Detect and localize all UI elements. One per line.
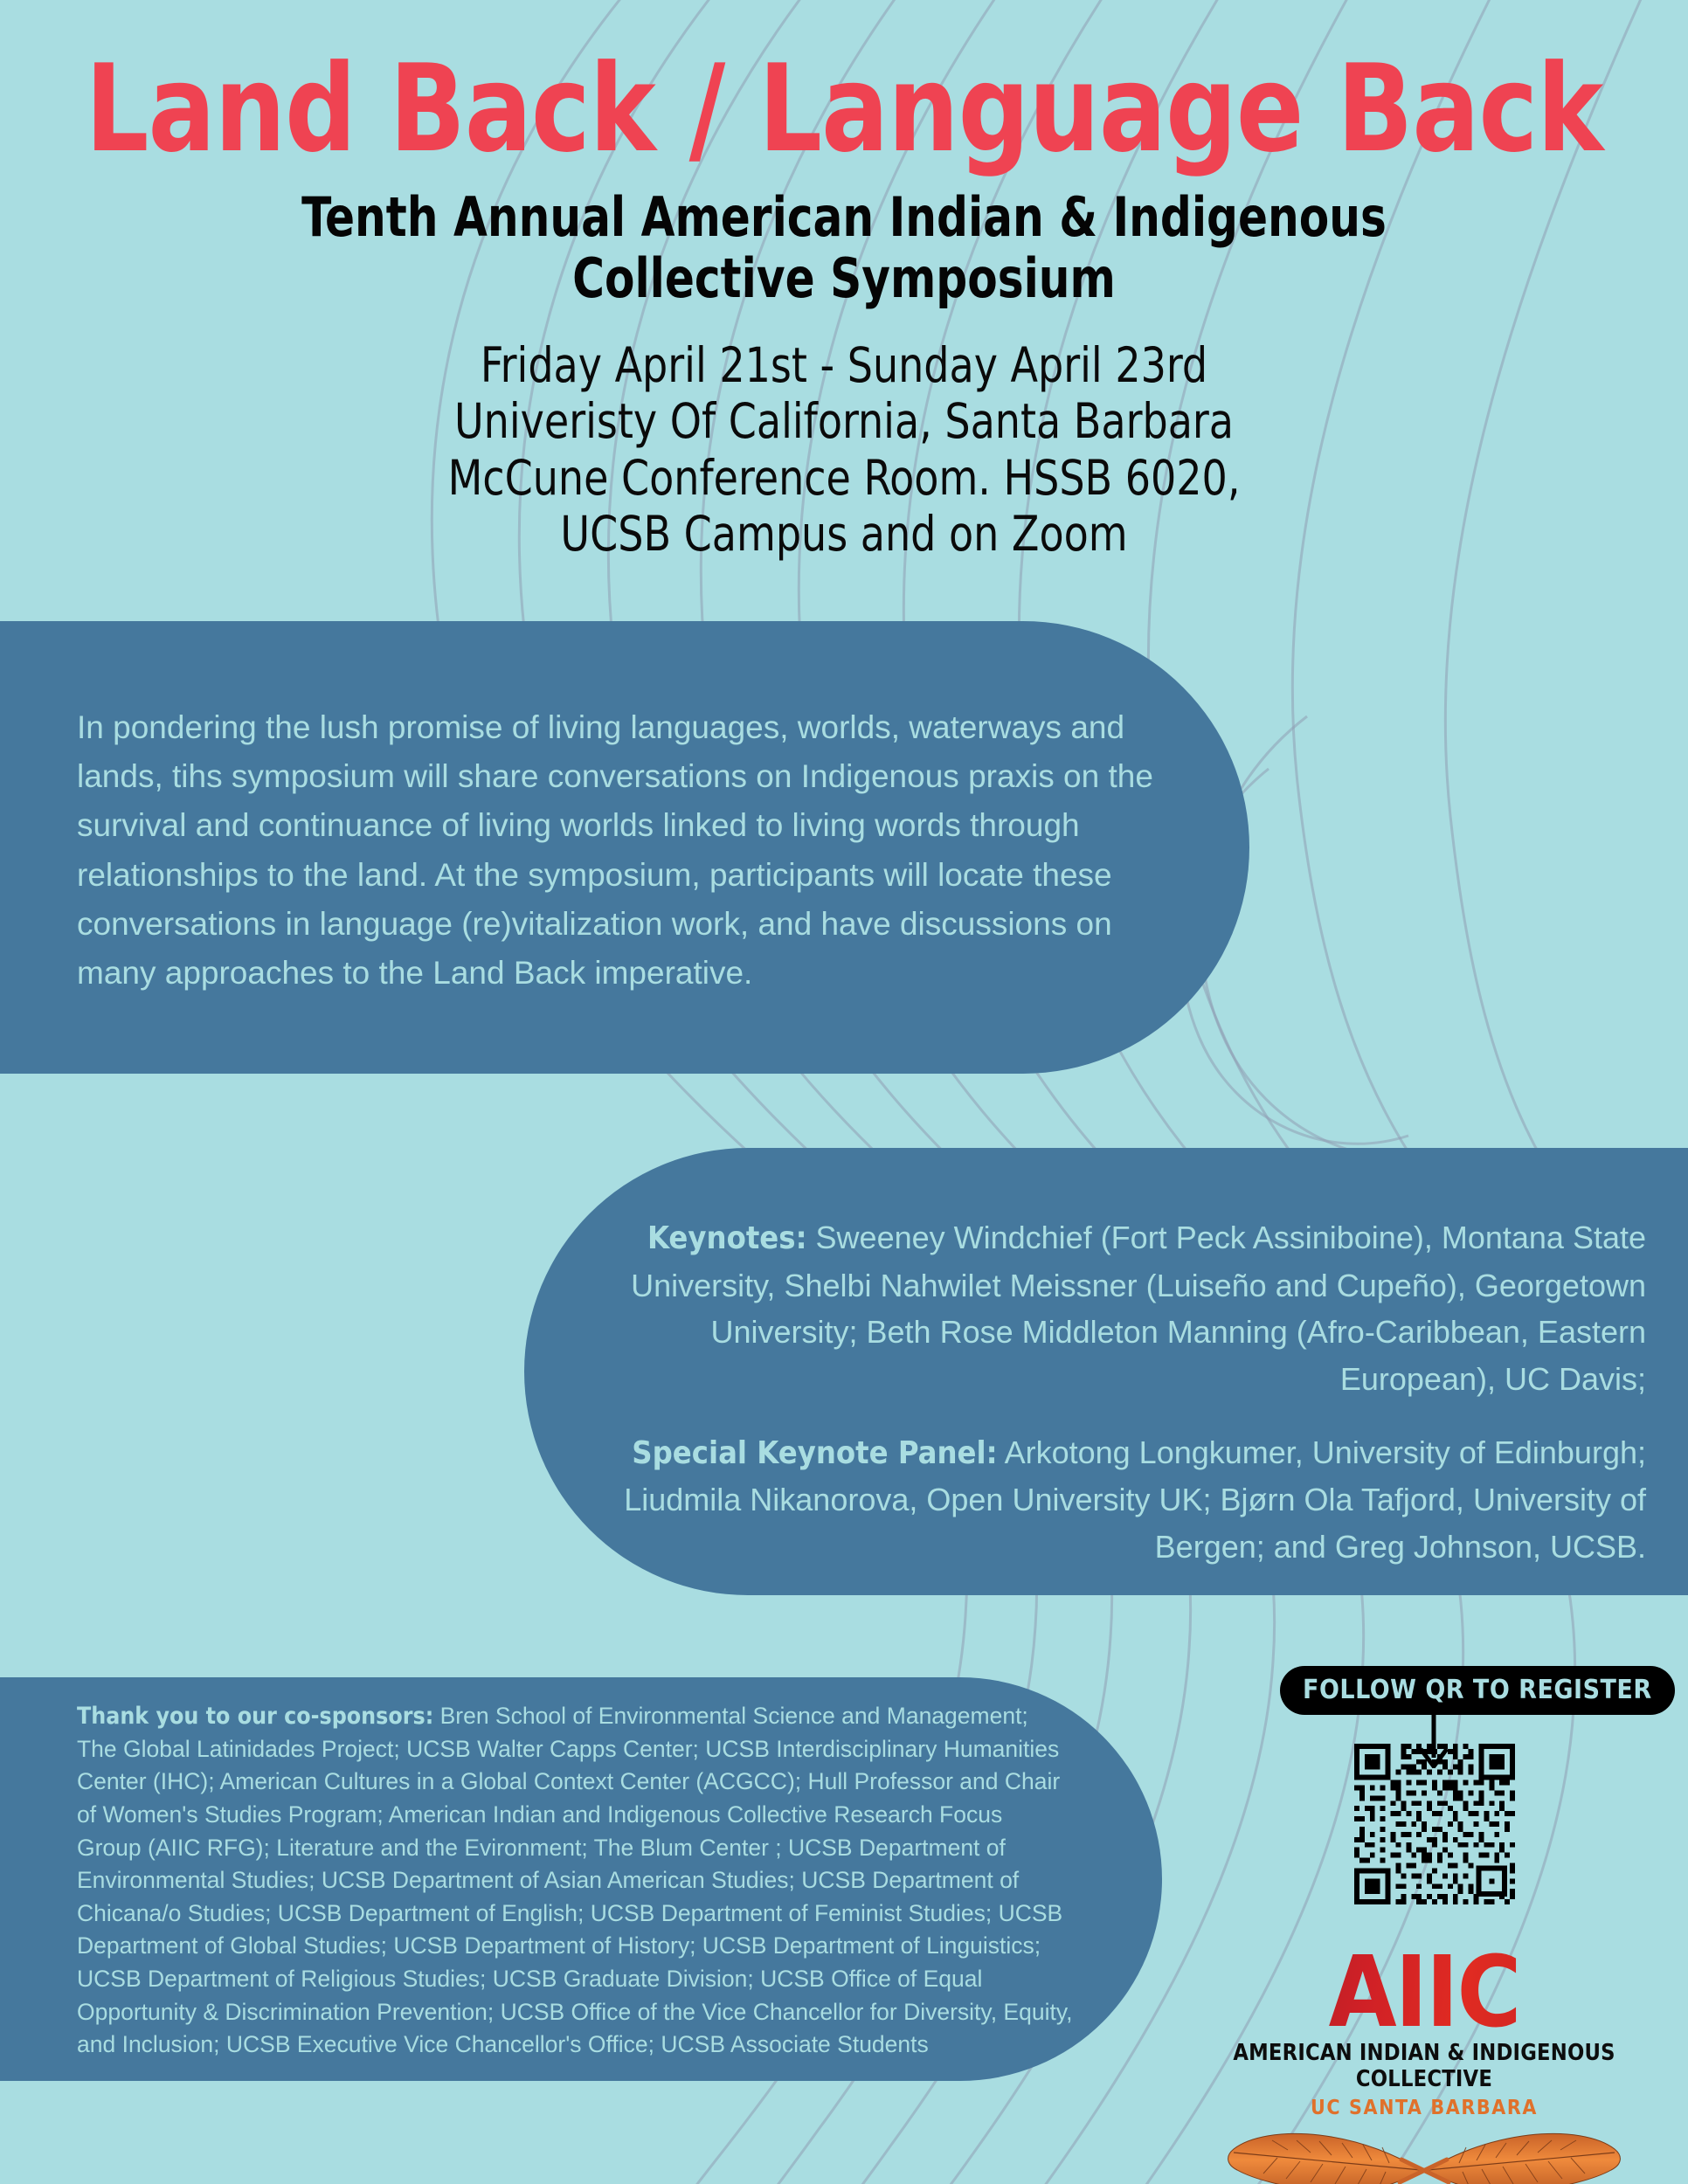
special-keynote-body: Arkotong Longkumer, University of Edinburgh; Liudmila Nikanorova, Open University UK; Bjørn Ola Tafjord, University of Bergen; and Greg Johnson, UCSB. [624, 1434, 1646, 1565]
event-dates: Friday April 21st - Sunday April 23rd [480, 337, 1208, 394]
aiic-acronym: AIIC [1223, 1948, 1625, 2038]
subtitle-line-1: Tenth Annual American Indian & Indigenous [301, 185, 1387, 249]
aiic-logo [1223, 1936, 1625, 2172]
event-details [59, 337, 1629, 562]
register-badge: FOLLOW QR TO REGISTER [1280, 1666, 1675, 1715]
page-subtitle [85, 187, 1604, 309]
keynotes-paragraph [554, 1214, 1646, 1403]
page-title: Land Back / Language Back [85, 38, 1603, 179]
keynotes-label: Keynotes: [647, 1220, 807, 1256]
special-keynote-label: Special Keynote Panel: [632, 1434, 998, 1471]
sponsors-text [77, 1700, 1073, 2062]
aiic-tagline: AMERICAN INDIAN & INDIGENOUS COLLECTIVE [1233, 2040, 1615, 2093]
poster-header [0, 0, 1688, 562]
keynotes-text [554, 1214, 1646, 1570]
description-text: In pondering the lush promise of living languages, worlds, waterways and lands, tihs symposium will share conversations on Indigenous praxis on the survival and continuance of living worlds linked to living words through relationships to the land. At the symposium, participants will locate these conversations in language (re)vitalization work, and have discussions on many approaches to the Land Back imperative. [77, 709, 1153, 992]
event-room: McCune Conference Room. HSSB 6020, [447, 449, 1241, 506]
sponsors-label: Thank you to our co-sponsors: [77, 1703, 434, 1730]
event-university: Univeristy Of California, Santa Barbara [453, 393, 1235, 450]
qr-code-icon[interactable] [1349, 1738, 1520, 1910]
event-campus-zoom: UCSB Campus and on Zoom [560, 506, 1128, 563]
sponsors-body: Bren School of Environmental Science and Management; The Global Latinidades Project; UCSB Walter Capps Center; UCSB Interdisciplinary Humanities Center (IHC); American Cultures in a Global Context Center (ACGCC); Hull Professor and Chair of Women's Studies Program; American Indian and Indigenous Collective Research Focus Group (AIIC RFG); Literature and the Evironment; The Blum Center ; UCSB Department of Environmental Studies; UCSB Department of Asian American Studies; UCSB Department of Chicana/o Studies; UCSB Department of English; UCSB Department of Feminist Studies; UCSB Department of Global Studies; UCSB Department of History; UCSB Department of Linguistics; UCSB Department of Religious Studies; UCSB Graduate Division; UCSB Office of Equal Opportunity & Discrimination Prevention; UCSB Office of the Vice Chancellor for Diversity, Equity, and Inclusion; UCSB Executive Vice Chancellor's Office; UCSB Associate Students [77, 1703, 1073, 2058]
crossed-feathers-icon [1223, 2121, 1625, 2184]
special-keynote-paragraph [554, 1429, 1646, 1571]
aiic-campus: UC SANTA BARBARA [1310, 2097, 1538, 2120]
subtitle-line-2: Collective Symposium [572, 246, 1116, 311]
keynotes-body: Sweeney Windchief (Fort Peck Assiniboine), Montana State University, Shelbi Nahwilet Meissner (Luiseño and Cupeño), Georgetown University; Beth Rose Middleton Manning (Afro-Caribbean, Eastern European), UC Davis; [631, 1220, 1646, 1397]
